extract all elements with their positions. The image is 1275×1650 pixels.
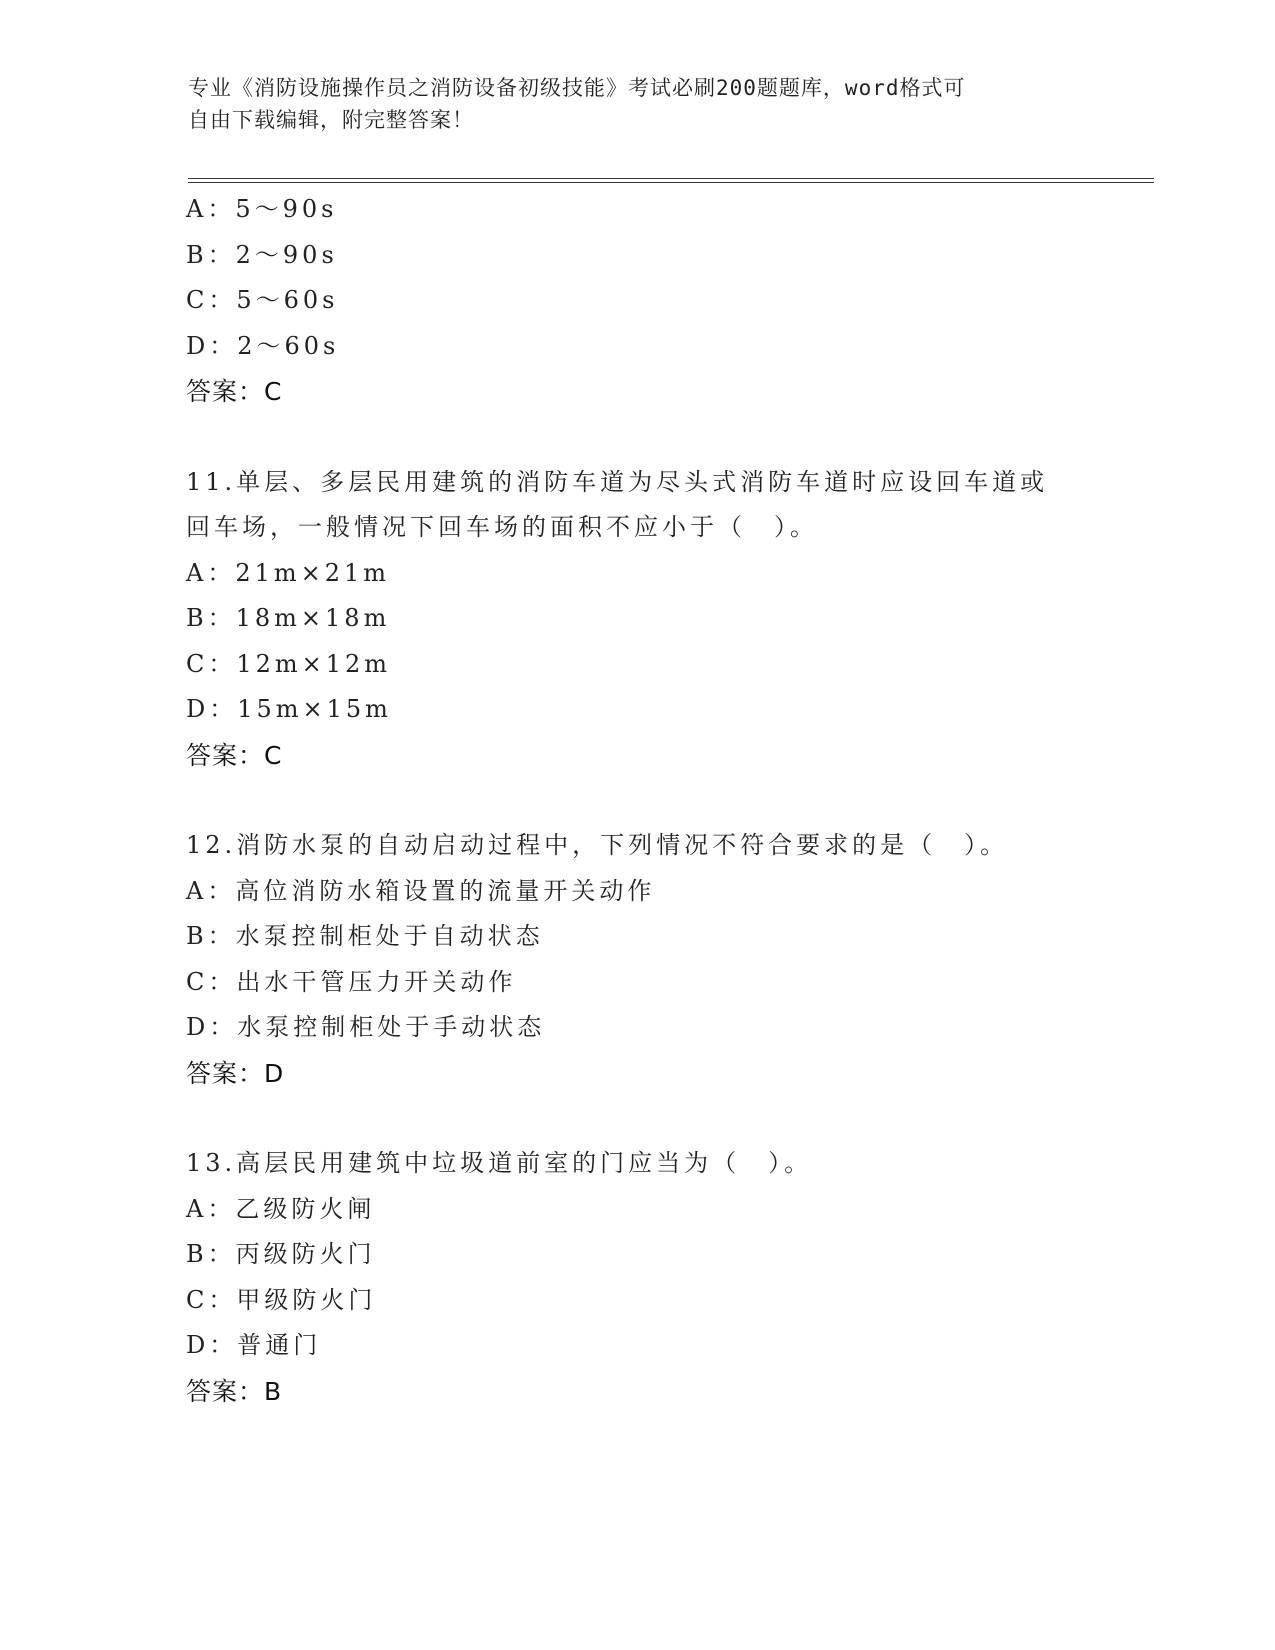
question-block-13	[186, 1141, 1146, 1414]
question-text-line-1: 11.单层、多层民用建筑的消防车道为尽头式消防车道时应设回车道或	[186, 467, 1049, 496]
answer-line: 答案：C	[186, 740, 283, 770]
question-list	[186, 187, 1146, 1414]
option-b: B：水泵控制柜处于自动状态	[186, 922, 544, 950]
option-d: D：水泵控制柜处于手动状态	[186, 1013, 546, 1041]
question-block-11	[186, 460, 1146, 779]
question-block-10	[186, 187, 1146, 415]
header-rule-bottom	[188, 182, 1154, 183]
option-b: B：18m×18m	[186, 604, 391, 632]
question-text: 13.高层民用建筑中垃圾道前室的门应当为（ ）。	[186, 1149, 813, 1177]
option-a: A：高位消防水箱设置的流量开关动作	[186, 876, 656, 905]
option-a: A：乙级防火闸	[186, 1194, 376, 1223]
option-b: B：丙级防火门	[186, 1240, 376, 1268]
question-text	[186, 460, 1146, 551]
answer-line: 答案：B	[186, 1376, 283, 1406]
option-b: B：2～90s	[186, 240, 338, 269]
answer-line: 答案：C	[186, 377, 283, 406]
option-d: D：15m×15m	[186, 695, 392, 723]
option-c: C：5～60s	[186, 286, 339, 314]
option-a: A：21m×21m	[186, 558, 391, 587]
option-d: D：普通门	[186, 1331, 322, 1359]
spacer	[186, 415, 1146, 460]
spacer	[186, 1096, 1146, 1141]
question-block-12	[186, 823, 1146, 1096]
question-text-line-2: 回车场，一般情况下回车场的面积不应小于（ ）。	[186, 513, 818, 541]
header-rule-top	[188, 178, 1154, 179]
header-line-2: 自由下载编辑，附完整答案！	[188, 108, 474, 132]
option-d: D：2～60s	[186, 331, 340, 360]
option-c: C：12m×12m	[186, 649, 392, 678]
spacer	[186, 778, 1146, 823]
option-a: A：5～90s	[186, 195, 338, 223]
document-header	[188, 72, 1088, 136]
option-c: C：甲级防火门	[186, 1285, 377, 1314]
answer-line: 答案：D	[186, 1058, 285, 1088]
header-line-1: 专业《消防设施操作员之消防设备初级技能》考试必刷200题题库，word格式可	[188, 76, 966, 100]
option-c: C：出水干管压力开关动作	[186, 967, 517, 996]
question-text: 12.消防水泵的自动启动过程中，下列情况不符合要求的是（ ）。	[186, 831, 1009, 859]
